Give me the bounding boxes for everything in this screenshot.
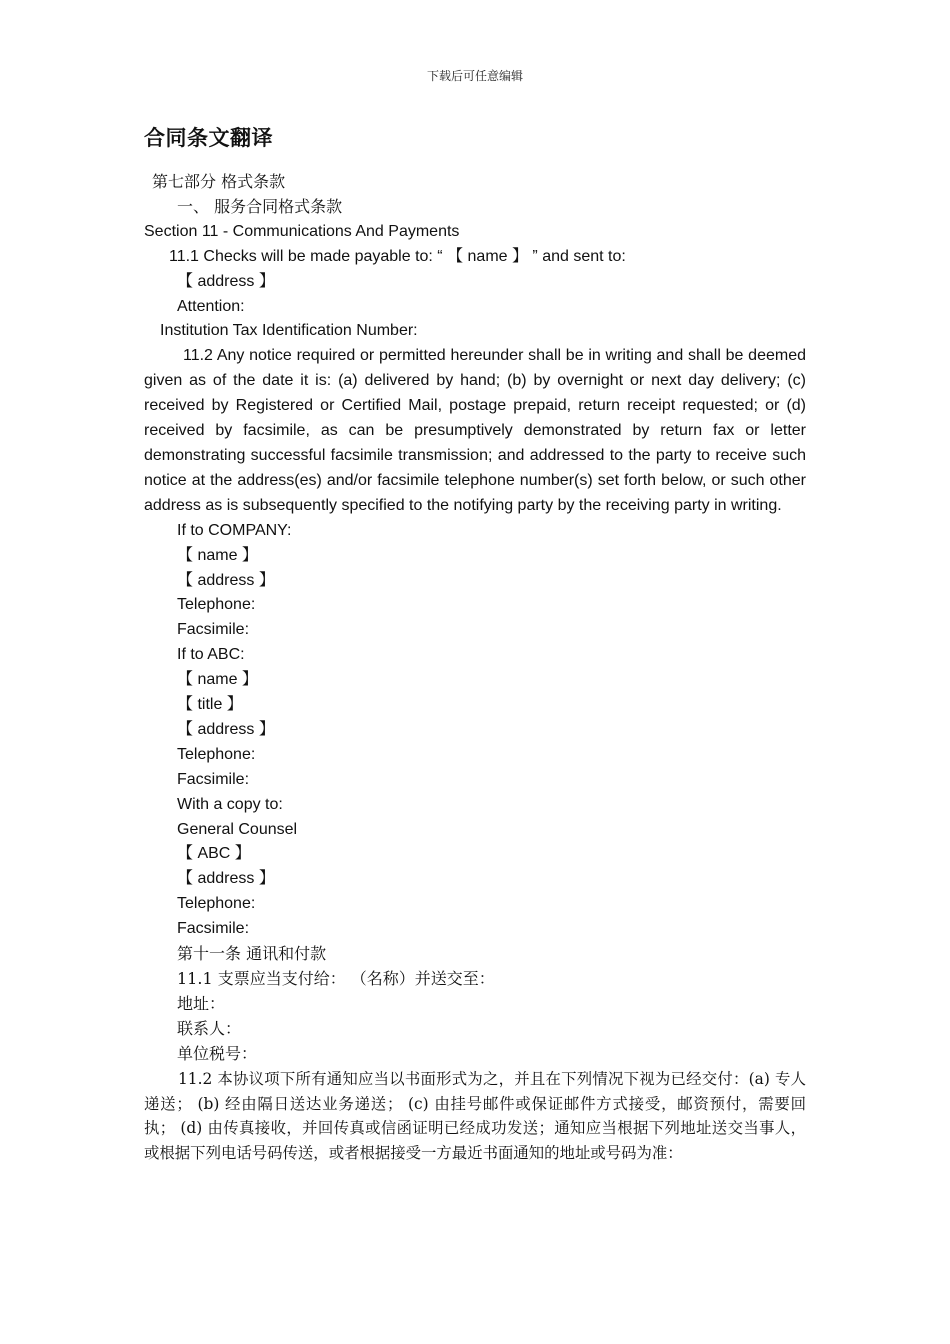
cn-article-heading: 第十一条 通讯和付款 bbox=[177, 944, 327, 964]
company-contact-block bbox=[144, 519, 806, 644]
abc-block-line: 【 title 】 bbox=[177, 696, 243, 714]
company-block-line: Facsimile: bbox=[177, 621, 250, 639]
abc-block-line: 【 address 】 bbox=[177, 720, 275, 738]
part-heading: 第七部分 格式条款 bbox=[152, 172, 286, 191]
tax-id-line: Institution Tax Identification Number: bbox=[160, 322, 418, 340]
copy-block-line: General Counsel bbox=[177, 820, 298, 838]
company-block-line: 【 name 】 bbox=[177, 546, 258, 564]
company-block-line: If to COMPANY: bbox=[177, 521, 292, 539]
document-title: 合同条文翻译 bbox=[144, 126, 273, 150]
checks-payable-line: 11.1 Checks will be made payable to: “ 【 name 】 ” and sent to: bbox=[169, 247, 626, 265]
cn-contact-line: 联系人： bbox=[177, 1018, 242, 1038]
copy-block-line: With a copy to: bbox=[177, 795, 283, 813]
copy-block-line: Facsimile: bbox=[177, 920, 250, 938]
cn-notice-paragraph: 11.2 本协议项下所有通知应当以书面形式为之，并且在下列情况下视为已经交付：(a) 专人递送； (b) 经由隔日送达业务递送； (c) 由挂号邮件或保证邮件方式接受，邮资预付，需要回执； (d) 由传真接收，并回传真或信函证明已经成功发送；通知应当根据下列地址送交当事人，或根据下列电话号码传送，或者根据接受一方最近书面通知的地址或号码为准： bbox=[144, 1069, 806, 1163]
attention-line: Attention: bbox=[177, 297, 245, 315]
cn-checks-line: 11.1 支票应当支付给： （名称）并送交至： bbox=[177, 969, 495, 988]
document-body bbox=[144, 124, 806, 1166]
company-block-line: Telephone: bbox=[177, 596, 256, 614]
section-heading: Section 11 - Communications And Payments bbox=[144, 222, 460, 240]
company-block-line: 【 address 】 bbox=[177, 571, 275, 589]
copy-contact-block bbox=[144, 793, 806, 942]
cn-tax-line: 单位税号： bbox=[177, 1043, 258, 1063]
copy-block-line: 【 address 】 bbox=[177, 870, 275, 888]
checks-address-line: 【 address 】 bbox=[177, 272, 275, 290]
abc-block-line: Telephone: bbox=[177, 745, 256, 763]
page-header-note: 下载后可任意编辑 bbox=[426, 69, 523, 83]
copy-block-line: Telephone: bbox=[177, 895, 256, 913]
notice-paragraph: 11.2 Any notice required or permitted hereunder shall be in writing and shall be deemed given as of the date it is: (a) delivered by hand; (b) by overnight or next day delivery; (c) received by Registered or Certified Mail, postage prepaid, return receipt requested; or (d) received by facsimile, as can be presumptively demonstrated by return fax or letter demonstrating successful facsimile transmission; and addressed to the party to receive such notice at the address(es) and/or facsimile telephone number(s) set forth below, or such other address as is subsequently specified to the notifying party by the receiving party in writing. bbox=[144, 347, 806, 514]
copy-block-line: 【 ABC 】 bbox=[177, 845, 251, 863]
abc-block-line: 【 name 】 bbox=[177, 671, 258, 689]
abc-contact-block bbox=[144, 643, 806, 792]
subpart-heading: 一、 服务合同格式条款 bbox=[177, 196, 343, 216]
abc-block-line: If to ABC: bbox=[177, 646, 245, 664]
abc-block-line: Facsimile: bbox=[177, 770, 250, 788]
cn-address-line: 地址： bbox=[177, 993, 226, 1013]
